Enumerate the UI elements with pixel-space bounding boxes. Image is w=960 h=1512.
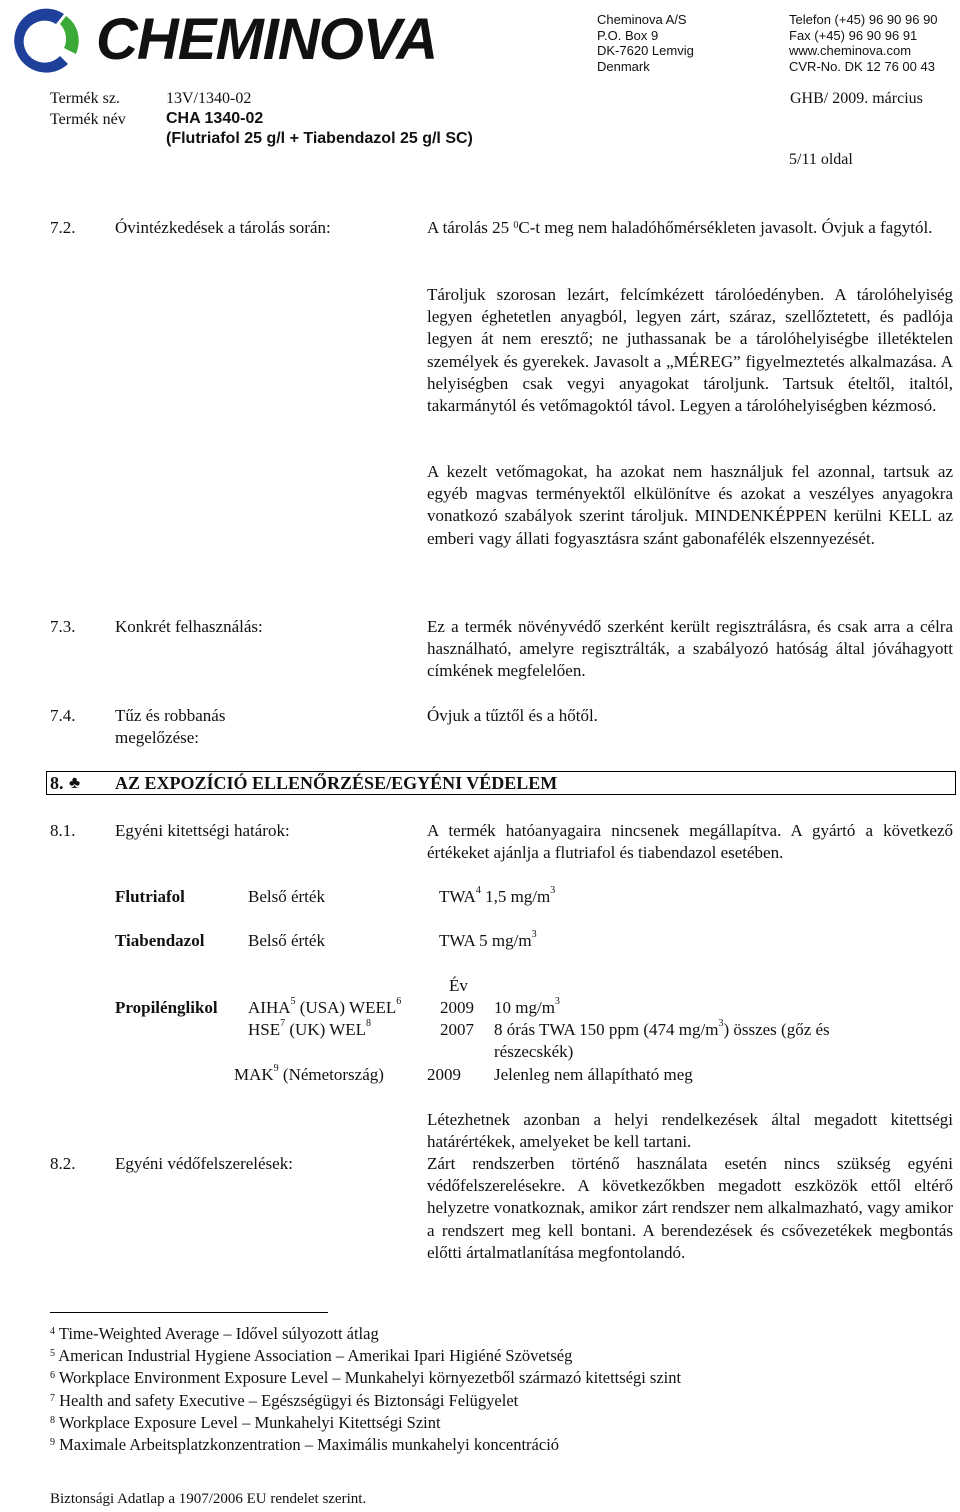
exposure-limits-text: A termék hatóanyagaira nincsenek megállapítva. A gyártó a következő értékeket ajánlja a flutriafol és tiabendazol esetében. — [427, 821, 953, 863]
cheminova-logo-icon — [6, 6, 86, 76]
superscript: 3 — [550, 885, 556, 896]
treated-seeds-text: A kezelt vetőmagokat, ha azokat nem használjuk fel azonnal, tartsuk az egyéb magvas terményektől elkülönítve és azokat a veszélyes anyagokra vonatkozó szabályok szerint tároljuk. MINDENKÉPPEN kerülni KELL az emberi vagy állati fogyasztásra szánt gabonafélék elszennyezését. — [427, 462, 953, 548]
footnote-text: Workplace Environment Exposure Level – Munkahelyi környezetből származó kitettségi szint — [58, 1368, 682, 1388]
contact-cvr: CVR-No. DK 12 76 00 43 — [789, 58, 935, 74]
footnote-ref: 9 — [273, 1063, 279, 1074]
footnote-text: American Industrial Hygiene Association – Amerikai Ipari Higiéné Szövetség — [58, 1346, 573, 1366]
year-header: Év — [449, 976, 468, 995]
limit-type: Belső érték — [248, 887, 325, 906]
section-label: megelőzése: — [115, 728, 200, 747]
footnote-ref: 8 — [366, 1018, 372, 1029]
document-version: GHB/ 2009. március — [790, 90, 923, 107]
footnote — [50, 1390, 681, 1412]
substance-name: Propilénglikol — [115, 998, 218, 1017]
footnote — [50, 1367, 681, 1389]
footnote-number: 9 — [50, 1437, 55, 1449]
footnote-number: 4 — [50, 1326, 55, 1337]
limit-source — [248, 1020, 371, 1040]
address-line: P.O. Box 9 — [597, 27, 659, 43]
limit-year: 2009 — [440, 998, 474, 1017]
text-part: ) összes (gőz és — [723, 1020, 830, 1039]
text-part: (Németország) — [278, 1065, 384, 1084]
address-line: Denmark — [597, 58, 650, 74]
text-part: A tárolás 25 — [427, 218, 514, 237]
footnote — [50, 1434, 681, 1456]
limit-value — [439, 887, 555, 907]
footnote-number: 7 — [50, 1392, 55, 1404]
limit-year: 2009 — [427, 1065, 461, 1084]
limit-value — [494, 1020, 830, 1040]
footnote-ref: 4 — [475, 885, 481, 896]
page-footer: Biztonsági Adatlap a 1907/2006 EU rendelet szerint. — [50, 1491, 367, 1507]
address-line: DK-7620 Lemvig — [597, 43, 694, 58]
section-label: Óvintézkedések a tárolás során: — [115, 218, 331, 237]
text-part: HSE — [248, 1020, 281, 1039]
limit-source — [248, 998, 401, 1018]
club-icon: ♣ — [69, 773, 81, 792]
limit-value — [439, 931, 537, 951]
limit-year: 2007 — [440, 1020, 474, 1039]
text-part: TWA — [439, 887, 476, 906]
company-address — [597, 12, 694, 74]
storage-conditions-text: Tároljuk szorosan lezárt, felcímkézett tárolóedényben. A tárolóhelyiség legyen éghetetlen anyagból, legyen zárt, száraz, szellőztetett, és padlója legyen át nem eresztő; ne juthassanak be a tárolóhelyiségbe illetéktelen személyek és gyerekek. Javasolt a „MÉREG” figyelmeztetés alkalmazása. A helyiségben csak vegyi anyagokat tároljunk. Tartsuk ételtől, italtól, takarmánytól és vetőmagoktól távol. Legyen a tárolóhelyiségben kézmosó. — [427, 285, 953, 416]
footnote-ref: 5 — [290, 996, 296, 1007]
section-number: 8.1. — [50, 821, 76, 840]
footnote-text: Time-Weighted Average – Idővel súlyozott átlag — [58, 1324, 379, 1343]
footnote-ref: 7 — [280, 1018, 286, 1029]
product-no-label: Termék sz. — [50, 90, 120, 107]
contact-website: www.cheminova.com — [789, 43, 912, 58]
footnote — [50, 1412, 681, 1434]
section-number: 8. — [50, 773, 64, 793]
text-part: 8 órás TWA 150 ppm (474 mg/m — [494, 1020, 719, 1039]
substance-name: Tiabendazol — [115, 931, 205, 950]
page-number: 5/11 oldal — [789, 151, 853, 168]
limit-value-continued: részecskék) — [494, 1042, 574, 1061]
limit-value: Jelenleg nem állapítható meg — [494, 1065, 693, 1084]
footnote-divider — [50, 1312, 328, 1313]
substance-name: Flutriafol — [115, 887, 185, 906]
section-number: 7.3. — [50, 617, 76, 636]
superscript: 0 — [513, 220, 519, 231]
limit-type: Belső érték — [248, 931, 325, 950]
footnote-text: Health and safety Executive – Egészségügyi és Biztonsági Felügyelet — [59, 1390, 519, 1410]
limit-value — [494, 998, 560, 1018]
text-part: (USA) WEEL — [295, 998, 397, 1017]
product-no: 13V/1340-02 — [166, 90, 252, 107]
text-part: C-t meg nem haladóhőmérsékleten javasolt. Óvjuk a fagytól. — [518, 218, 933, 237]
protective-equipment-text: Zárt rendszerben történő használata esetén nincs szükség egyéni védőfelszerelésekre. A következőkben megadott eszközök ettől eltérő helyzetre vonatkoznak, amikor zárt rendszer nem alkalmazható, vagy amikor a rendszert meg kell bontani. A berendezések és csővezetékek megbontás előtti ártalmatlanítása megfontolandó. — [427, 1154, 953, 1262]
section-label: Egyéni kitettségi határok: — [115, 821, 290, 840]
section-number: 7.2. — [50, 218, 76, 237]
footnote-number: 5 — [50, 1348, 55, 1360]
superscript: 3 — [531, 929, 537, 940]
product-name: CHA 1340-02 — [166, 110, 264, 127]
text-part: 1,5 mg/m — [480, 887, 551, 906]
footnote — [50, 1345, 681, 1367]
specific-use-text: Ez a termék növényvédő szerként került regisztrálásra, és csak arra a célra használható, amelyre regisztrálták, a szabályozó hatóság által jóváhagyott címkének megfelelően. — [427, 617, 953, 681]
footnote-ref: 6 — [396, 996, 402, 1007]
contact-phone: Telefon (+45) 96 90 96 90 — [789, 12, 938, 27]
text-part: (UK) WEL — [285, 1020, 367, 1039]
contact-fax: Fax (+45) 96 90 96 91 — [789, 27, 918, 43]
company-logo-text: CHEMINOVA — [96, 7, 438, 72]
company-contact — [789, 12, 938, 74]
storage-temperature-text — [427, 217, 953, 239]
footnote — [50, 1323, 681, 1345]
footnote-text: Maximale Arbeitsplatzkonzentration – Maximális munkahelyi koncentráció — [59, 1435, 560, 1455]
footnote-number: 8 — [50, 1414, 55, 1426]
footnotes — [50, 1323, 681, 1456]
fire-prevention-text: Óvjuk a tűztől és a hőtől. — [427, 706, 598, 725]
product-name-label: Termék név — [50, 111, 126, 128]
footnote-number: 6 — [50, 1370, 55, 1382]
limit-source — [234, 1065, 384, 1085]
section-label: Konkrét felhasználás: — [115, 617, 263, 636]
section-8-heading — [46, 771, 956, 795]
address-line: Cheminova A/S — [597, 12, 687, 27]
section-title: AZ EXPOZÍCIÓ ELLENŐRZÉSE/EGYÉNI VÉDELEM — [115, 773, 558, 793]
section-label: Tűz és robbanás — [115, 706, 226, 725]
text-part: AIHA — [248, 998, 291, 1017]
text-part: 10 mg/m — [494, 998, 555, 1017]
section-label: Egyéni védőfelszerelések: — [115, 1154, 293, 1173]
section-number: 7.4. — [50, 706, 76, 725]
footnote-text: Workplace Exposure Level – Munkahelyi Kitettségi Szint — [58, 1412, 441, 1432]
text-part: TWA 5 mg/m — [439, 931, 532, 950]
section-number: 8.2. — [50, 1154, 76, 1173]
superscript: 3 — [554, 996, 560, 1007]
local-limits-note: Létezhetnek azonban a helyi rendelkezések által megadott kitettségi határértékek, amelyeket be kell tartani. — [427, 1110, 953, 1152]
product-name-composition: (Flutriafol 25 g/l + Tiabendazol 25 g/l SC) — [166, 130, 473, 147]
superscript: 3 — [718, 1018, 724, 1029]
text-part: MAK — [234, 1065, 274, 1084]
